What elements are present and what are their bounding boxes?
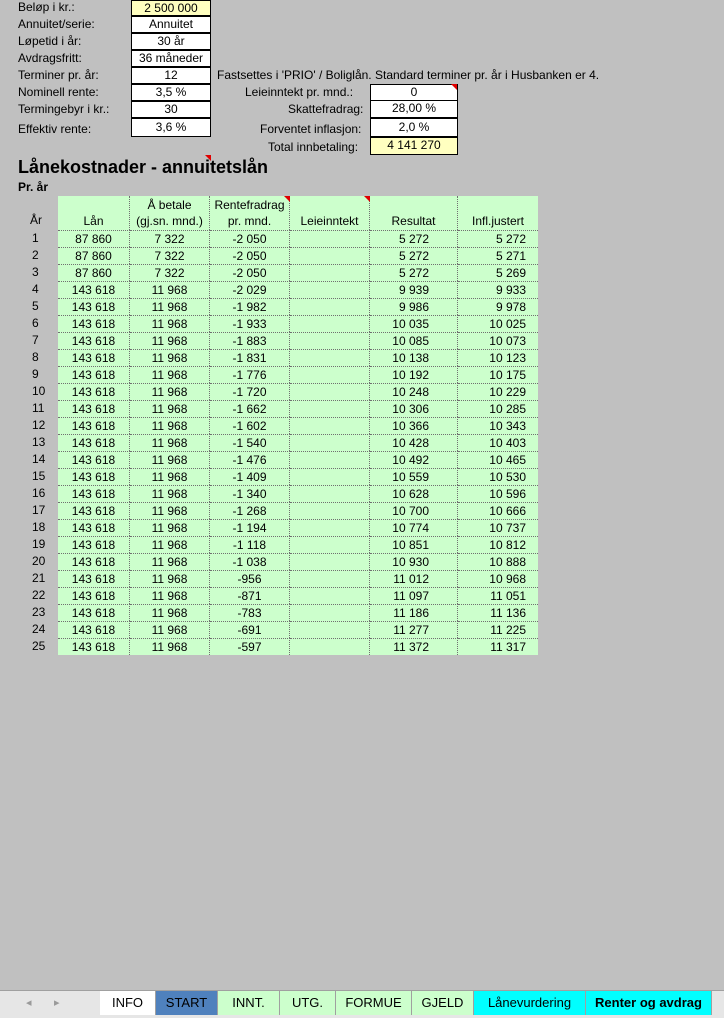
table-cell[interactable]: 10 559 <box>370 468 458 485</box>
table-cell[interactable]: -1 268 <box>210 502 290 519</box>
year-cell: 10 <box>32 384 46 398</box>
table-cell[interactable] <box>290 383 370 400</box>
year-cell: 19 <box>32 537 46 551</box>
table-cell[interactable]: 10 248 <box>370 383 458 400</box>
year-cell: 13 <box>32 435 46 449</box>
lopetid-label: Løpetid i år: <box>18 34 82 48</box>
table-cell[interactable]: 11 968 <box>130 553 210 570</box>
table-cell[interactable]: 11 012 <box>370 570 458 587</box>
year-cell: 12 <box>32 418 46 432</box>
table-cell[interactable] <box>290 332 370 349</box>
avdragsfritt-value-cell[interactable]: 36 måneder <box>131 50 211 67</box>
table-cell[interactable]: 10 465 <box>458 451 538 468</box>
table-cell[interactable] <box>290 451 370 468</box>
table-cell[interactable]: 5 272 <box>370 230 458 247</box>
year-cell: 21 <box>32 571 46 585</box>
year-cell: 14 <box>32 452 46 466</box>
table-cell[interactable]: -1 776 <box>210 366 290 383</box>
table-cell[interactable]: 10 700 <box>370 502 458 519</box>
table-cell[interactable]: 10 428 <box>370 434 458 451</box>
table-cell[interactable] <box>290 519 370 536</box>
table-cell[interactable]: 5 272 <box>458 230 538 247</box>
table-cell[interactable]: 11 968 <box>130 536 210 553</box>
effektiv-value-cell[interactable]: 3,6 % <box>131 118 211 137</box>
table-cell[interactable]: 10 812 <box>458 536 538 553</box>
table-cell[interactable]: -597 <box>210 638 290 655</box>
table-cell[interactable] <box>290 400 370 417</box>
table-cell[interactable] <box>290 570 370 587</box>
table-cell[interactable]: 11 968 <box>130 417 210 434</box>
inflasjon-label: Forventet inflasjon: <box>260 122 362 136</box>
table-cell[interactable]: 5 271 <box>458 247 538 264</box>
terminer-note: Fastsettes i 'PRIO' / Boliglån. Standard terminer pr. år i Husbanken er 4. <box>217 68 600 82</box>
terminer-value-cell[interactable]: 12 <box>131 67 211 84</box>
column-header <box>130 196 210 230</box>
year-cell: 1 <box>32 231 39 245</box>
year-cell: 18 <box>32 520 46 534</box>
table-cell[interactable]: 11 968 <box>130 485 210 502</box>
column-header-line2: Resultat <box>391 214 436 228</box>
annuitet-value-cell[interactable]: Annuitet <box>131 16 211 33</box>
table-cell[interactable]: -2 050 <box>210 264 290 281</box>
year-cell: 5 <box>32 299 39 313</box>
termingebyr-label: Termingebyr i kr.: <box>18 102 110 116</box>
table-cell[interactable]: 11 968 <box>130 519 210 536</box>
sheet-tab[interactable]: UTG. <box>280 991 336 1015</box>
column-header <box>370 196 458 230</box>
table-cell[interactable]: 9 978 <box>458 298 538 315</box>
table-cell[interactable]: 10 343 <box>458 417 538 434</box>
column-header-line1: Å betale <box>147 198 192 212</box>
table-cell[interactable] <box>290 247 370 264</box>
table-cell[interactable]: 10 285 <box>458 400 538 417</box>
table-cell[interactable]: 10 123 <box>458 349 538 366</box>
table-cell[interactable]: -1 409 <box>210 468 290 485</box>
sheet-tab[interactable]: GJELD <box>412 991 474 1015</box>
year-cell: 9 <box>32 367 39 381</box>
table-cell[interactable]: 10 025 <box>458 315 538 332</box>
table-cell[interactable]: 10 968 <box>458 570 538 587</box>
table-cell[interactable]: 11 968 <box>130 366 210 383</box>
table-cell[interactable]: 11 968 <box>130 298 210 315</box>
table-cell[interactable]: 10 085 <box>370 332 458 349</box>
termingebyr-value-cell[interactable]: 30 <box>131 101 211 118</box>
skattefradrag-value-cell[interactable]: 28,00 % <box>370 100 458 118</box>
table-cell[interactable]: 10 492 <box>370 451 458 468</box>
table-cell[interactable]: 87 860 <box>58 264 130 281</box>
table-cell[interactable]: 11 968 <box>130 434 210 451</box>
year-cell: 11 <box>32 401 45 415</box>
table-cell[interactable]: 143 618 <box>58 383 130 400</box>
column-header-line2: Infl.justert <box>471 214 525 228</box>
table-cell[interactable]: 143 618 <box>58 468 130 485</box>
table-cell[interactable]: 143 618 <box>58 553 130 570</box>
column-header <box>210 196 290 230</box>
table-cell[interactable] <box>290 315 370 332</box>
table-cell[interactable]: 9 933 <box>458 281 538 298</box>
table-cell[interactable]: 10 192 <box>370 366 458 383</box>
table-cell[interactable]: 143 618 <box>58 451 130 468</box>
table-cell[interactable] <box>290 281 370 298</box>
table-cell[interactable]: -691 <box>210 621 290 638</box>
comment-marker-icon[interactable] <box>451 84 457 90</box>
table-cell[interactable]: 9 939 <box>370 281 458 298</box>
table-cell[interactable]: 143 618 <box>58 417 130 434</box>
table-cell[interactable]: 10 035 <box>370 315 458 332</box>
table-cell[interactable]: 10 530 <box>458 468 538 485</box>
table-cell[interactable]: 11 097 <box>370 587 458 604</box>
column-header-line2: pr. mnd. <box>227 214 272 228</box>
table-cell[interactable]: 7 322 <box>130 264 210 281</box>
table-cell[interactable]: 10 073 <box>458 332 538 349</box>
table-cell[interactable]: 11 968 <box>130 315 210 332</box>
table-cell[interactable]: 143 618 <box>58 638 130 655</box>
year-cell: 6 <box>32 316 39 330</box>
table-cell[interactable]: 11 968 <box>130 587 210 604</box>
table-cell[interactable]: 11 317 <box>458 638 538 655</box>
terminer-label: Terminer pr. år: <box>18 68 99 82</box>
table-cell[interactable]: -1 118 <box>210 536 290 553</box>
table-cell[interactable] <box>290 553 370 570</box>
year-cell: 23 <box>32 605 46 619</box>
table-cell[interactable]: 7 322 <box>130 247 210 264</box>
table-cell[interactable]: 143 618 <box>58 366 130 383</box>
table-cell[interactable]: 9 986 <box>370 298 458 315</box>
leieinntekt-label: Leieinntekt pr. mnd.: <box>245 85 354 99</box>
table-cell[interactable]: 11 968 <box>130 621 210 638</box>
year-cell: 4 <box>32 282 39 296</box>
table-cell[interactable] <box>290 434 370 451</box>
nominell-value-cell[interactable]: 3,5 % <box>131 84 211 101</box>
table-cell[interactable] <box>290 502 370 519</box>
sheet-tab[interactable]: Renter og avdrag <box>586 991 712 1015</box>
table-cell[interactable]: -1 831 <box>210 349 290 366</box>
inflasjon-value-cell[interactable]: 2,0 % <box>370 118 458 137</box>
table-cell[interactable]: 11 968 <box>130 570 210 587</box>
table-cell[interactable]: 11 277 <box>370 621 458 638</box>
table-cell[interactable] <box>290 536 370 553</box>
table-cell[interactable] <box>290 349 370 366</box>
year-cell: 17 <box>32 503 46 517</box>
comment-marker-icon[interactable] <box>364 196 370 202</box>
table-cell[interactable] <box>290 264 370 281</box>
table-cell[interactable]: 143 618 <box>58 621 130 638</box>
table-cell[interactable] <box>290 485 370 502</box>
belop-value-cell[interactable]: 2 500 000 <box>131 0 211 16</box>
year-cell: 8 <box>32 350 39 364</box>
table-cell[interactable]: -956 <box>210 570 290 587</box>
belop-label: Beløp i kr.: <box>18 0 75 14</box>
skattefradrag-label: Skattefradrag: <box>288 102 364 116</box>
column-header-line1: Rentefradrag <box>214 198 285 212</box>
year-cell: 16 <box>32 486 46 500</box>
table-cell[interactable]: -1 476 <box>210 451 290 468</box>
table-cell[interactable]: 143 618 <box>58 570 130 587</box>
year-cell: 3 <box>32 265 39 279</box>
scroll-left-icon[interactable]: ◂ <box>26 997 32 1009</box>
table-cell[interactable]: 10 628 <box>370 485 458 502</box>
table-cell[interactable]: 143 618 <box>58 434 130 451</box>
table-cell[interactable]: -1 540 <box>210 434 290 451</box>
table-cell[interactable]: 5 269 <box>458 264 538 281</box>
table-cell[interactable]: 11 968 <box>130 281 210 298</box>
table-cell[interactable]: 11 968 <box>130 468 210 485</box>
avdragsfritt-label: Avdragsfritt: <box>18 51 82 65</box>
table-cell[interactable]: 10 666 <box>458 502 538 519</box>
table-cell[interactable]: 10 366 <box>370 417 458 434</box>
column-header-line2: Leieinntekt <box>300 214 359 228</box>
column-header-line2: Lån <box>83 214 104 228</box>
table-cell[interactable]: 10 596 <box>458 485 538 502</box>
comment-marker-icon[interactable] <box>205 155 211 161</box>
sheet-tab[interactable]: INFO <box>100 991 156 1015</box>
table-cell[interactable]: 10 774 <box>370 519 458 536</box>
table-cell[interactable]: 11 968 <box>130 383 210 400</box>
table-cell[interactable]: -1 933 <box>210 315 290 332</box>
column-header-line1 <box>370 197 457 213</box>
column-header-line1 <box>458 197 538 213</box>
table-cell[interactable]: 143 618 <box>58 400 130 417</box>
table-cell[interactable]: -871 <box>210 587 290 604</box>
section-title: Lånekostnader - annuitetslån <box>18 157 269 177</box>
table-cell[interactable] <box>290 587 370 604</box>
table-cell[interactable]: -2 050 <box>210 230 290 247</box>
table-cell[interactable]: -1 038 <box>210 553 290 570</box>
table-cell[interactable]: 87 860 <box>58 247 130 264</box>
section-subtitle: Pr. år <box>18 180 49 194</box>
sheet-tab[interactable]: FORMUE <box>336 991 412 1015</box>
table-cell[interactable] <box>290 298 370 315</box>
table-cell[interactable]: 143 618 <box>58 298 130 315</box>
year-cell: 2 <box>32 248 39 262</box>
annuitet-label: Annuitet/serie: <box>18 17 95 31</box>
table-cell[interactable]: 10 930 <box>370 553 458 570</box>
table-cell[interactable]: 5 272 <box>370 264 458 281</box>
table-cell[interactable]: 143 618 <box>58 485 130 502</box>
year-cell: 20 <box>32 554 46 568</box>
table-cell[interactable]: 143 618 <box>58 281 130 298</box>
table-cell[interactable]: 143 618 <box>58 519 130 536</box>
table-cell[interactable]: 143 618 <box>58 502 130 519</box>
table-cell[interactable]: 10 306 <box>370 400 458 417</box>
table-cell[interactable]: 11 968 <box>130 332 210 349</box>
table-cell[interactable] <box>290 417 370 434</box>
year-header: År <box>30 213 42 227</box>
sheet-tab[interactable]: Lånevurdering <box>474 991 586 1015</box>
table-cell[interactable]: -1 194 <box>210 519 290 536</box>
table-cell[interactable]: 11 051 <box>458 587 538 604</box>
year-cell: 7 <box>32 333 39 347</box>
table-cell[interactable] <box>290 230 370 247</box>
table-cell[interactable]: 10 888 <box>458 553 538 570</box>
table-cell[interactable]: -2 050 <box>210 247 290 264</box>
column-header <box>290 196 370 230</box>
table-cell[interactable]: 11 136 <box>458 604 538 621</box>
table-cell[interactable]: 11 186 <box>370 604 458 621</box>
table-cell[interactable]: 143 618 <box>58 536 130 553</box>
table-cell[interactable] <box>290 604 370 621</box>
table-cell[interactable]: 143 618 <box>58 332 130 349</box>
table-cell[interactable]: 11 968 <box>130 604 210 621</box>
table-cell[interactable]: 10 737 <box>458 519 538 536</box>
table-cell[interactable]: 11 968 <box>130 502 210 519</box>
table-cell[interactable] <box>290 366 370 383</box>
comment-marker-icon[interactable] <box>284 196 290 202</box>
table-cell[interactable] <box>290 638 370 655</box>
column-header-line1 <box>290 197 369 213</box>
year-cell: 24 <box>32 622 46 636</box>
table-cell[interactable]: 5 272 <box>370 247 458 264</box>
table-cell[interactable]: 10 175 <box>458 366 538 383</box>
table-cell[interactable]: 11 968 <box>130 638 210 655</box>
year-cell: 25 <box>32 639 46 653</box>
table-cell[interactable]: 10 851 <box>370 536 458 553</box>
table-cell[interactable]: -1 883 <box>210 332 290 349</box>
table-cell[interactable]: 143 618 <box>58 587 130 604</box>
table-cell[interactable] <box>290 468 370 485</box>
table-cell[interactable]: 143 618 <box>58 315 130 332</box>
total-label: Total innbetaling: <box>268 140 359 154</box>
table-cell[interactable]: -2 029 <box>210 281 290 298</box>
table-cell[interactable]: -1 720 <box>210 383 290 400</box>
table-cell[interactable]: -1 340 <box>210 485 290 502</box>
year-cell: 22 <box>32 588 46 602</box>
sheet-tab[interactable]: START <box>156 991 218 1015</box>
table-cell[interactable]: 10 403 <box>458 434 538 451</box>
table-cell[interactable]: 87 860 <box>58 230 130 247</box>
total-value-cell: 4 141 270 <box>370 137 458 155</box>
table-cell[interactable] <box>290 621 370 638</box>
table-cell[interactable]: 10 229 <box>458 383 538 400</box>
nominell-label: Nominell rente: <box>18 85 99 99</box>
table-cell[interactable]: 7 322 <box>130 230 210 247</box>
scroll-right-icon[interactable]: ▸ <box>54 997 60 1009</box>
sheet-tab-bar <box>0 990 724 1018</box>
sheet-tab[interactable]: INNT. <box>218 991 280 1015</box>
column-header-line1 <box>58 197 129 213</box>
effektiv-label: Effektiv rente: <box>18 122 92 136</box>
table-cell[interactable]: -1 982 <box>210 298 290 315</box>
table-cell[interactable]: 10 138 <box>370 349 458 366</box>
table-cell[interactable]: 143 618 <box>58 604 130 621</box>
year-cell: 15 <box>32 469 46 483</box>
lopetid-value-cell[interactable]: 30 år <box>131 33 211 50</box>
table-cell[interactable]: 11 968 <box>130 400 210 417</box>
column-header <box>58 196 130 230</box>
column-header <box>458 196 538 230</box>
table-cell[interactable]: -1 662 <box>210 400 290 417</box>
column-header-line2: (gj.sn. mnd.) <box>136 214 203 228</box>
table-cell[interactable]: -783 <box>210 604 290 621</box>
table-cell[interactable]: 11 372 <box>370 638 458 655</box>
table-cell[interactable]: 143 618 <box>58 349 130 366</box>
table-cell[interactable]: 11 225 <box>458 621 538 638</box>
table-cell[interactable]: -1 602 <box>210 417 290 434</box>
table-cell[interactable]: 11 968 <box>130 349 210 366</box>
leieinntekt-value-cell[interactable]: 0 <box>370 84 458 101</box>
table-cell[interactable]: 11 968 <box>130 451 210 468</box>
